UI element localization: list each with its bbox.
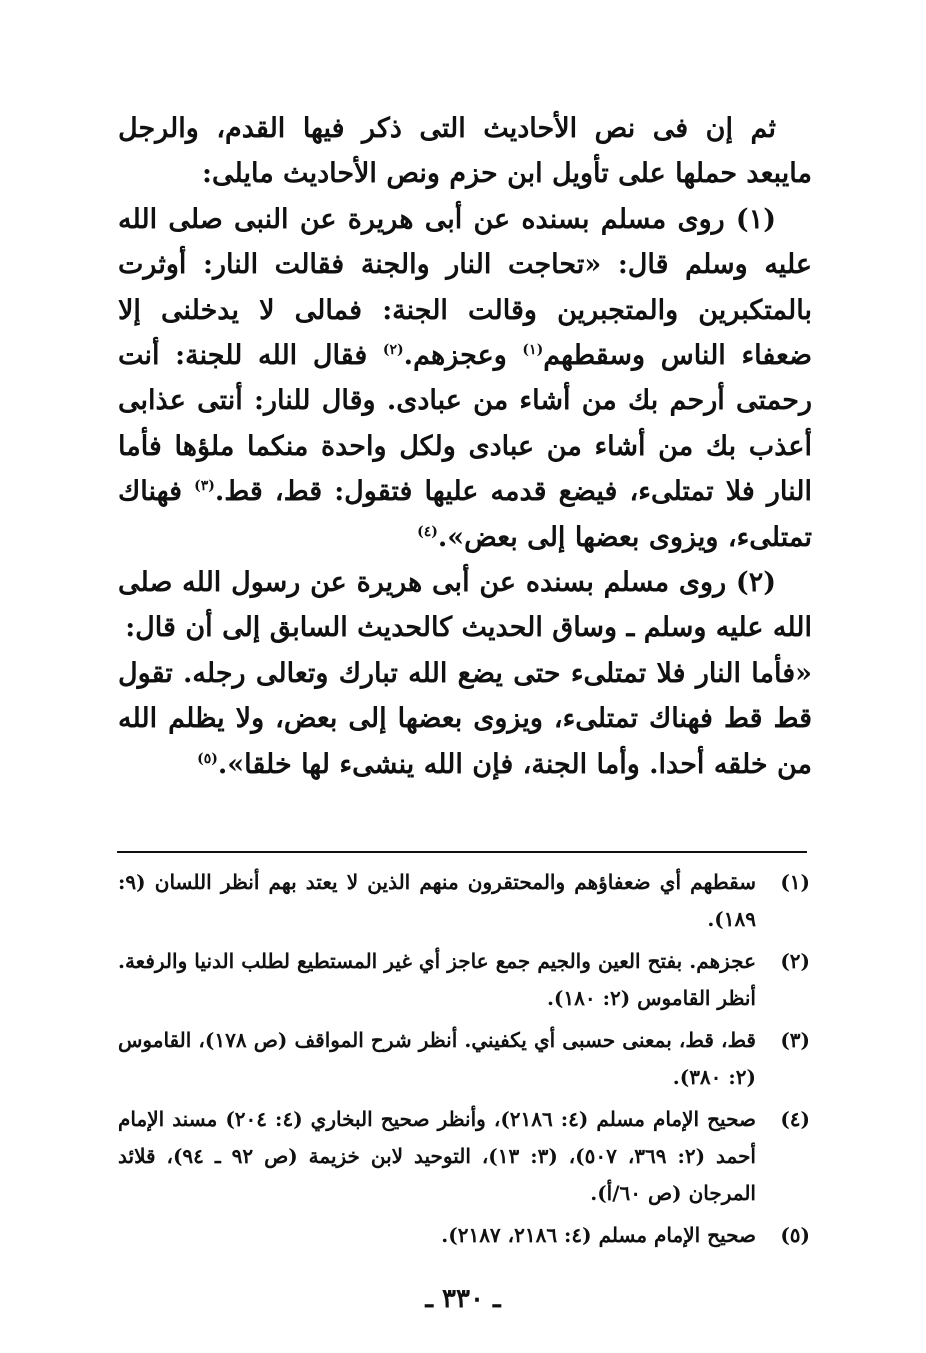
hadith-1-text-c: فقال الله للجنة: أنت رحمتى أرحم بك من أشاء من عبادى. وقال للنار: أنتى عذابى أعذب بك من أشاء من عبادى ولكل واحدة منكما ملؤها فأما النار فلا تمتلىء، فيضع قدمه عليها فتقول: قط، قط. — [118, 340, 812, 508]
footnote-3 — [118, 1022, 810, 1096]
footnote-text: صحيح الإمام مسلم (٤: ٢١٨٦، ٢١٨٧). — [441, 1223, 756, 1247]
footnote-number: (٢) — [780, 949, 810, 973]
quote-paragraph — [118, 651, 812, 787]
hadith-1-paragraph — [118, 197, 812, 560]
hadith-1-text-b: وعجزهم. — [403, 340, 523, 372]
footnote-ref-1: (١) — [522, 342, 544, 359]
footnote-text: عجزهم. بفتح العين والجيم جمع عاجز أي غير المستطيع لطلب الدنيا والرفعة. أنظر القاموس (٢: ١٨٠). — [118, 949, 756, 1010]
footnote-number: (١) — [780, 870, 810, 894]
footnote-ref-2: (٢) — [382, 342, 404, 359]
footnote-text: صحيح الإمام مسلم (٤: ٢١٨٦)، وأنظر صحيح البخاري (٤: ٢٠٤) مسند الإمام أحمد (٢: ٣٦٩، ٥٠٧)، (٣: ١٣)، التوحيد لابن خزيمة (ص ٩٢ ـ ٩٤)، قلائد المرجان (ص ٦٠/أ). — [118, 1107, 756, 1205]
footnote-text: سقطهم أي ضعفاؤهم والمحتقرون منهم الذين لا يعتد بهم أنظر اللسان (٩: ١٨٩). — [118, 870, 756, 931]
quote-text: «فأما النار فلا تمتلىء حتى يضع الله تبارك وتعالى رجله. تقول قط قط فهناك تمتلىء، ويزوى بعضها إلى بعض، ولا يظلم الله من خلقه أحدا. وأما الجنة، فإن الله ينشىء لها خلقا». — [118, 657, 812, 780]
footnote-2 — [118, 943, 810, 1017]
footnote-4 — [118, 1101, 810, 1212]
hadith-1-text-a: (١) روى مسلم بسنده عن أبى هريرة عن النبى صلى الله عليه وسلم قال: «تحاجت النار والجنة فقالت النار: أوثرت بالمتكبرين والمتجبرين وقالت الجنة: فمالى لا يدخلنى إلا ضعفاء الناس وسقطهم — [118, 203, 812, 372]
footnotes-section — [118, 864, 810, 1259]
hadith-2-paragraph: (٢) روى مسلم بسنده عن أبى هريرة عن رسول الله صلى الله عليه وسلم ـ وساق الحديث كالحديث السابق إلى أن قال: — [118, 567, 812, 644]
footnote-text: قط، قط، بمعنى حسبى أي يكفيني. أنظر شرح المواقف (ص ١٧٨)، القاموس (٢: ٣٨٠). — [118, 1028, 756, 1089]
footnote-5 — [118, 1217, 810, 1254]
footnote-ref-3: (٣) — [194, 478, 215, 495]
main-text — [118, 106, 812, 787]
intro-paragraph: ثم إن فى نص الأحاديث التى ذكر فيها القدم، والرجل مايبعد حملها على تأويل ابن حزم ونص الأحاديث مايلى: — [118, 113, 812, 190]
footnote-1 — [118, 864, 810, 938]
footnote-ref-5: (٥) — [197, 750, 218, 767]
page-number: ـ ٣٣٠ ـ — [425, 1284, 501, 1314]
footnote-ref-4: (٤) — [417, 523, 438, 540]
footnote-divider — [117, 851, 807, 853]
hadith-1-text-d: فهناك تمتلىء، ويزوى بعضها إلى بعض». — [118, 476, 812, 553]
footnote-number: (٣) — [780, 1028, 810, 1052]
footnote-number: (٥) — [780, 1223, 810, 1247]
footnote-number: (٤) — [780, 1107, 810, 1131]
